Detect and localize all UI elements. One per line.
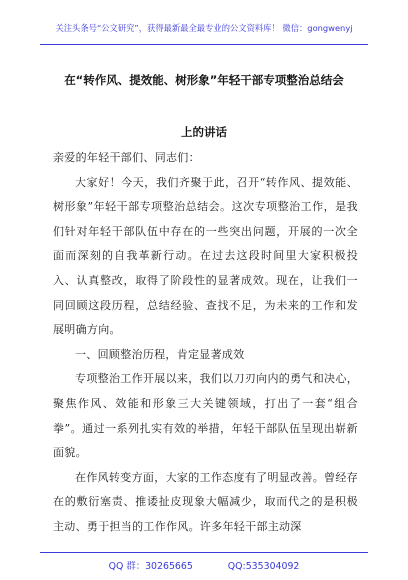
header-banner: 关注头条号“公文研究”，获得最新最全最专业的公文资料库！ 微信：gongwenyj	[55, 23, 353, 33]
paragraph: 专项整治工作开展以来，我们以刀刃向内的勇气和决心，聚焦作风、效能和形象三大关键领域，打出了一套“组合拳”。通过一系列扎实有效的举措，年轻干部队伍呈现出崭新面貌。	[53, 372, 358, 460]
document-title: 在“转作风、提效能、树形象”年轻干部专项整治总结会	[64, 73, 344, 87]
salutation: 亲爱的年轻干部们、同志们：	[53, 151, 200, 164]
document-title-continued: 上的讲话	[181, 125, 227, 139]
footer-qq: QQ:535304092	[227, 561, 300, 572]
footer-rule	[40, 552, 368, 553]
footer	[0, 558, 408, 572]
paragraph: 在作风转变方面，大家的工作态度有了明显改善。曾经存在的敷衍塞责、推诿扯皮现象大幅减少，取而代之的是积极主动、勇于担当的工作作风。许多年轻干部主动深	[53, 470, 358, 533]
footer-qq-group: QQ 群：30265665	[108, 561, 193, 572]
document-body	[53, 146, 358, 540]
paragraph: 大家好！今天，我们齐聚于此，召开“转作风、提效能、树形象”年轻干部专项整治总结会。这次专项整治工作，是我们针对年轻干部队伍中存在的一些突出问题，开展的一次全面而深刻的自我革新行动。在过去这段时间里大家积极投入、认真整改，取得了阶段性的显著成效。现在，让我们一同回顾这段历程，总结经验、查找不足，为未来的工作和发展明确方向。	[53, 175, 358, 337]
section-heading: 一、回顾整治历程，肯定显著成效	[75, 347, 245, 361]
header-rule	[40, 44, 368, 45]
